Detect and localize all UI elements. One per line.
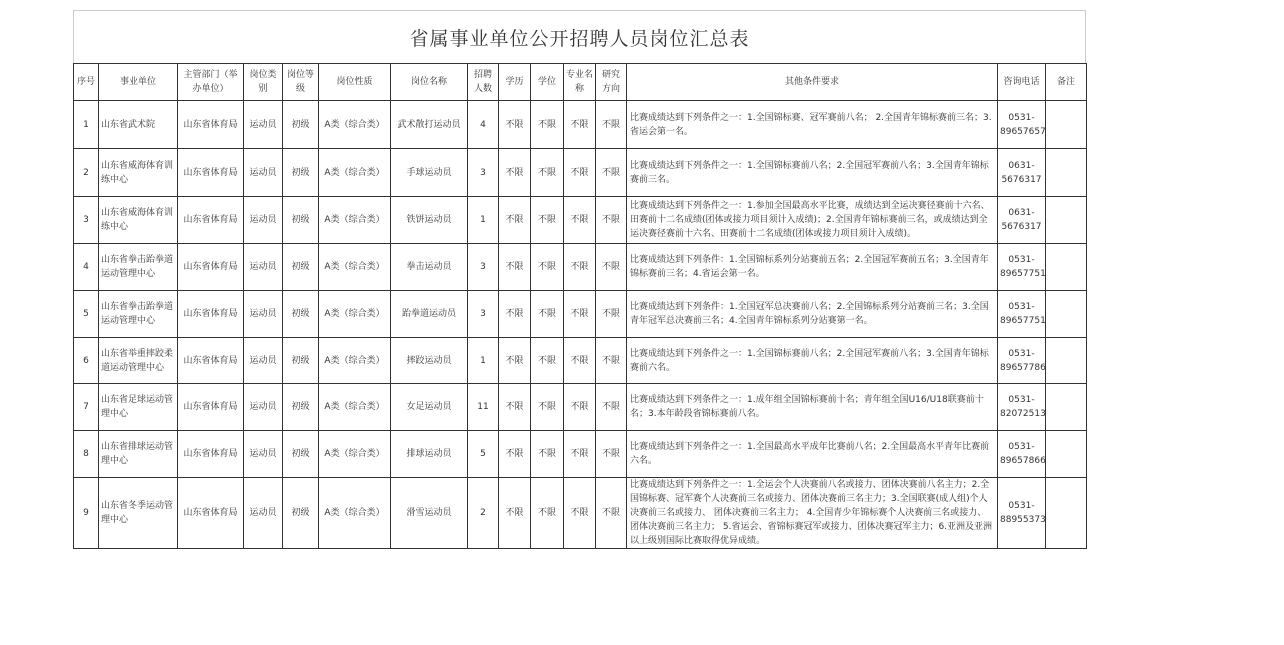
cell-note [1046, 478, 1087, 549]
cell-no: 5 [74, 291, 99, 338]
cell-post: 跆拳道运动员 [391, 291, 468, 338]
cell-nature: A类（综合类） [319, 478, 391, 549]
cell-no: 3 [74, 197, 99, 244]
cell-level: 初级 [283, 338, 319, 384]
cell-major: 不限 [564, 338, 596, 384]
column-header: 岗位名称 [391, 64, 468, 101]
cell-unit: 山东省威海体育训练中心 [99, 197, 178, 244]
cell-unit: 山东省威海体育训练中心 [99, 149, 178, 197]
cell-num: 3 [468, 291, 499, 338]
cell-level: 初级 [283, 384, 319, 431]
column-header: 序号 [74, 64, 99, 101]
cell-note [1046, 291, 1087, 338]
cell-dept: 山东省体育局 [178, 149, 244, 197]
cell-nature: A类（综合类） [319, 431, 391, 478]
cell-research: 不限 [596, 197, 627, 244]
cell-research: 不限 [596, 478, 627, 549]
cell-major: 不限 [564, 197, 596, 244]
cell-level: 初级 [283, 149, 319, 197]
column-header: 事业单位 [99, 64, 178, 101]
cell-edu: 不限 [499, 478, 531, 549]
cell-research: 不限 [596, 291, 627, 338]
cell-num: 11 [468, 384, 499, 431]
cell-num: 1 [468, 338, 499, 384]
cell-note [1046, 384, 1087, 431]
cell-nature: A类（综合类） [319, 149, 391, 197]
cell-degree: 不限 [531, 291, 564, 338]
column-header: 学位 [531, 64, 564, 101]
cell-note [1046, 431, 1087, 478]
cell-edu: 不限 [499, 431, 531, 478]
cell-level: 初级 [283, 431, 319, 478]
cell-cat: 运动员 [244, 244, 283, 291]
cell-unit: 山东省武术院 [99, 101, 178, 149]
cell-dept: 山东省体育局 [178, 291, 244, 338]
table-header-row [74, 64, 1087, 101]
table-row [74, 197, 1087, 244]
cell-phone: 0631-5676317 [998, 149, 1046, 197]
cell-no: 1 [74, 101, 99, 149]
cell-num: 2 [468, 478, 499, 549]
table-row [74, 384, 1087, 431]
sheet-title: 省属事业单位公开招聘人员岗位汇总表 [73, 10, 1086, 63]
table-row [74, 244, 1087, 291]
table-row [74, 478, 1087, 549]
cell-unit: 山东省足球运动管理中心 [99, 384, 178, 431]
cell-post: 手球运动员 [391, 149, 468, 197]
cell-major: 不限 [564, 244, 596, 291]
cell-dept: 山东省体育局 [178, 197, 244, 244]
cell-degree: 不限 [531, 431, 564, 478]
cell-dept: 山东省体育局 [178, 478, 244, 549]
cell-cat: 运动员 [244, 338, 283, 384]
column-header: 岗位性质 [319, 64, 391, 101]
cell-cat: 运动员 [244, 384, 283, 431]
column-header: 岗位等级 [283, 64, 319, 101]
cell-req: 比赛成绩达到下列条件：1.全国锦标系列分站赛前五名；2.全国冠军赛前五名；3.全国青年锦标赛前三名；4.省运会第一名。 [627, 244, 998, 291]
cell-edu: 不限 [499, 244, 531, 291]
cell-research: 不限 [596, 101, 627, 149]
cell-note [1046, 197, 1087, 244]
cell-unit: 山东省冬季运动管理中心 [99, 478, 178, 549]
column-header: 研究方向 [596, 64, 627, 101]
cell-req: 比赛成绩达到下列条件之一：1.全运会个人决赛前八名或接力、团体决赛前八名主力；2.全国锦标赛、冠军赛个人决赛前三名或接力、团体决赛前三名主力；3.全国联赛(成人组)个人决赛前三名或接力、 团体决赛前三名主力； 4.全国青少年锦标赛个人决赛前三名或接力、团体决赛前三名主力； 5.省运会、省锦标赛冠军或接力、团体决赛冠军主力；6.亚洲及亚洲以上级别国际比赛取得优异成绩。 [627, 478, 998, 549]
cell-phone: 0631-5676317 [998, 197, 1046, 244]
cell-phone: 0531-89657657 [998, 101, 1046, 149]
table-row [74, 149, 1087, 197]
table-row [74, 291, 1087, 338]
cell-dept: 山东省体育局 [178, 431, 244, 478]
cell-level: 初级 [283, 291, 319, 338]
cell-post: 滑雪运动员 [391, 478, 468, 549]
cell-edu: 不限 [499, 149, 531, 197]
cell-num: 4 [468, 101, 499, 149]
cell-major: 不限 [564, 291, 596, 338]
cell-no: 2 [74, 149, 99, 197]
column-header: 主管部门（举办单位） [178, 64, 244, 101]
column-header: 咨询电话 [998, 64, 1046, 101]
cell-major: 不限 [564, 101, 596, 149]
cell-nature: A类（综合类） [319, 338, 391, 384]
cell-nature: A类（综合类） [319, 291, 391, 338]
cell-req: 比赛成绩达到下列条件之一：1.全国锦标赛前八名；2.全国冠军赛前八名；3.全国青年锦标赛前三名。 [627, 149, 998, 197]
cell-research: 不限 [596, 149, 627, 197]
column-header: 招聘人数 [468, 64, 499, 101]
cell-degree: 不限 [531, 384, 564, 431]
cell-edu: 不限 [499, 338, 531, 384]
cell-nature: A类（综合类） [319, 197, 391, 244]
column-header: 学历 [499, 64, 531, 101]
cell-level: 初级 [283, 244, 319, 291]
cell-nature: A类（综合类） [319, 101, 391, 149]
cell-num: 3 [468, 244, 499, 291]
cell-cat: 运动员 [244, 431, 283, 478]
cell-no: 4 [74, 244, 99, 291]
cell-req: 比赛成绩达到下列条件之一：1.全国最高水平成年比赛前八名；2.全国最高水平青年比赛前六名。 [627, 431, 998, 478]
cell-level: 初级 [283, 101, 319, 149]
cell-edu: 不限 [499, 384, 531, 431]
cell-degree: 不限 [531, 338, 564, 384]
cell-degree: 不限 [531, 244, 564, 291]
cell-no: 7 [74, 384, 99, 431]
cell-degree: 不限 [531, 149, 564, 197]
cell-cat: 运动员 [244, 101, 283, 149]
cell-note [1046, 101, 1087, 149]
cell-research: 不限 [596, 431, 627, 478]
cell-dept: 山东省体育局 [178, 244, 244, 291]
cell-major: 不限 [564, 384, 596, 431]
positions-table [73, 63, 1087, 549]
cell-edu: 不限 [499, 101, 531, 149]
cell-cat: 运动员 [244, 197, 283, 244]
cell-degree: 不限 [531, 101, 564, 149]
cell-nature: A类（综合类） [319, 244, 391, 291]
cell-req: 比赛成绩达到下列条件之一：1.全国锦标赛前八名；2.全国冠军赛前八名；3.全国青年锦标赛前六名。 [627, 338, 998, 384]
cell-no: 6 [74, 338, 99, 384]
cell-unit: 山东省举重摔跤柔道运动管理中心 [99, 338, 178, 384]
cell-unit: 山东省排球运动管理中心 [99, 431, 178, 478]
cell-research: 不限 [596, 384, 627, 431]
cell-num: 5 [468, 431, 499, 478]
cell-degree: 不限 [531, 478, 564, 549]
cell-no: 8 [74, 431, 99, 478]
cell-level: 初级 [283, 478, 319, 549]
cell-degree: 不限 [531, 197, 564, 244]
cell-major: 不限 [564, 478, 596, 549]
table-row [74, 338, 1087, 384]
column-header: 岗位类别 [244, 64, 283, 101]
cell-num: 3 [468, 149, 499, 197]
cell-phone: 0531-89657866 [998, 431, 1046, 478]
cell-phone: 0531-89657751 [998, 291, 1046, 338]
cell-note [1046, 149, 1087, 197]
cell-dept: 山东省体育局 [178, 338, 244, 384]
cell-no: 9 [74, 478, 99, 549]
recruitment-sheet [73, 10, 1086, 549]
cell-dept: 山东省体育局 [178, 384, 244, 431]
cell-edu: 不限 [499, 291, 531, 338]
cell-num: 1 [468, 197, 499, 244]
cell-level: 初级 [283, 197, 319, 244]
cell-edu: 不限 [499, 197, 531, 244]
table-row [74, 431, 1087, 478]
cell-research: 不限 [596, 244, 627, 291]
cell-cat: 运动员 [244, 291, 283, 338]
cell-unit: 山东省拳击跆拳道运动管理中心 [99, 291, 178, 338]
cell-note [1046, 244, 1087, 291]
cell-major: 不限 [564, 431, 596, 478]
cell-note [1046, 338, 1087, 384]
cell-post: 摔跤运动员 [391, 338, 468, 384]
column-header: 专业名称 [564, 64, 596, 101]
cell-phone: 0531-89657786 [998, 338, 1046, 384]
cell-post: 铁饼运动员 [391, 197, 468, 244]
cell-nature: A类（综合类） [319, 384, 391, 431]
cell-unit: 山东省拳击跆拳道运动管理中心 [99, 244, 178, 291]
cell-cat: 运动员 [244, 149, 283, 197]
cell-dept: 山东省体育局 [178, 101, 244, 149]
cell-phone: 0531-82072513 [998, 384, 1046, 431]
cell-req: 比赛成绩达到下列条件：1.全国冠军总决赛前八名；2.全国锦标系列分站赛前三名；3.全国青年冠军总决赛前三名；4.全国青年锦标系列分站赛第一名。 [627, 291, 998, 338]
cell-post: 拳击运动员 [391, 244, 468, 291]
column-header: 备注 [1046, 64, 1087, 101]
cell-post: 排球运动员 [391, 431, 468, 478]
cell-phone: 0531-89657751 [998, 244, 1046, 291]
cell-phone: 0531-88955373 [998, 478, 1046, 549]
cell-post: 女足运动员 [391, 384, 468, 431]
cell-req: 比赛成绩达到下列条件之一：1.全国锦标赛、冠军赛前八名； 2.全国青年锦标赛前三名；3.省运会第一名。 [627, 101, 998, 149]
cell-post: 武术散打运动员 [391, 101, 468, 149]
cell-research: 不限 [596, 338, 627, 384]
cell-cat: 运动员 [244, 478, 283, 549]
column-header: 其他条件要求 [627, 64, 998, 101]
table-row [74, 101, 1087, 149]
cell-major: 不限 [564, 149, 596, 197]
cell-req: 比赛成绩达到下列条件之一：1.参加全国最高水平比赛，成绩达到全运决赛径赛前十六名、田赛前十二名成绩(团体或接力项目须计入成绩)；2.全国青年锦标赛前三名，或成绩达到全运决赛径赛前十六名、田赛前十二名成绩(团体或接力项目须计入成绩)。 [627, 197, 998, 244]
cell-req: 比赛成绩达到下列条件之一：1.成年组全国锦标赛前十名；青年组全国U16/U18联赛前十名；3.本年龄段省锦标赛前八名。 [627, 384, 998, 431]
